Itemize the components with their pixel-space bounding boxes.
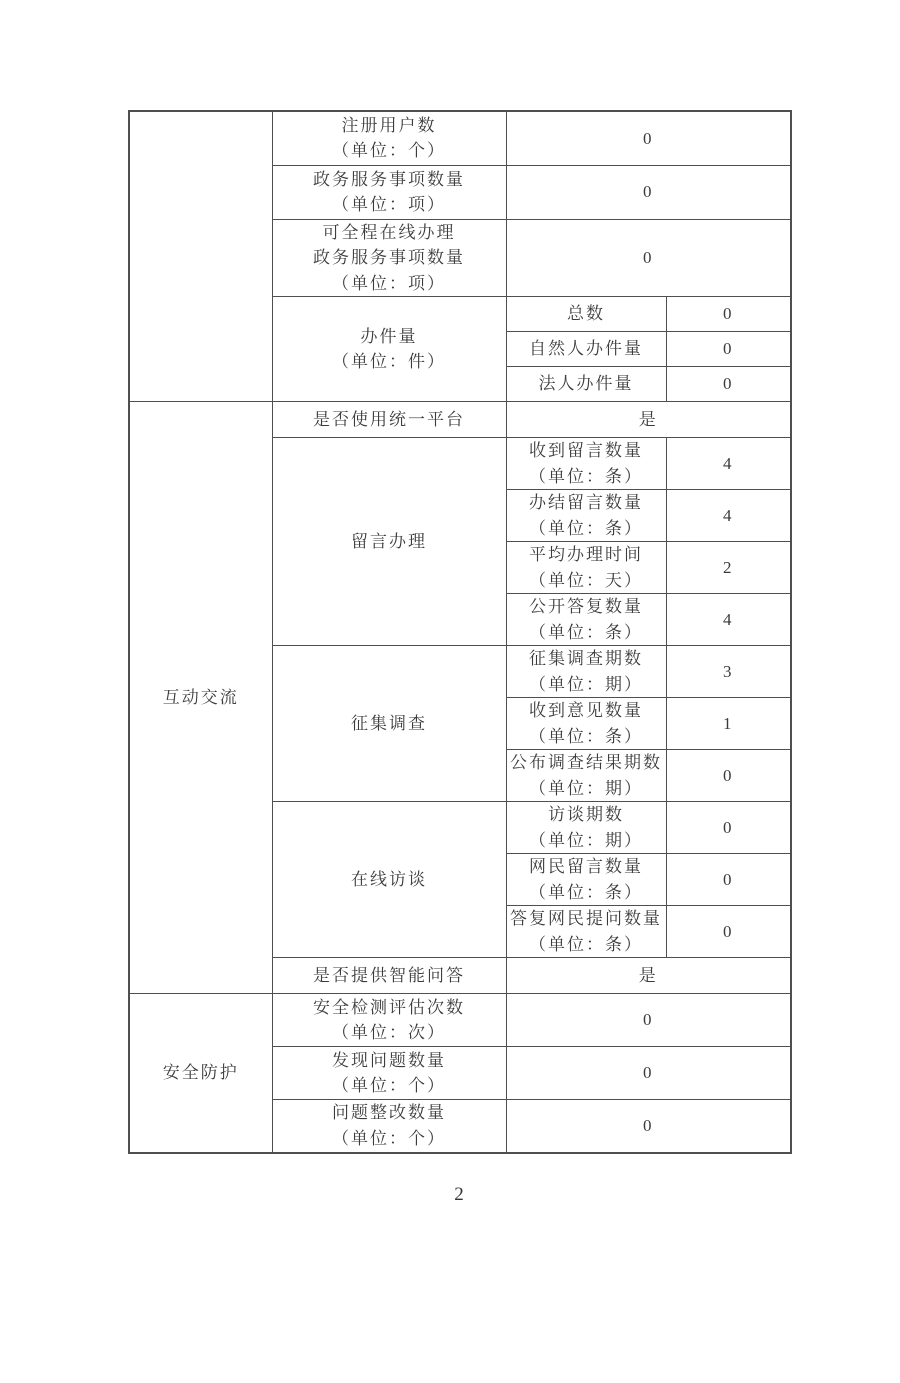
subitem-line: 答复网民提问数量 — [510, 909, 662, 928]
item-cell-registered-users — [272, 111, 506, 165]
subitem-cell — [506, 490, 666, 542]
subitem-unit-line: （单位：条） — [529, 518, 643, 538]
value-cell: 2 — [666, 542, 791, 594]
value-cell: 0 — [666, 906, 791, 958]
subitem-cell — [506, 750, 666, 802]
category-cell-security: 安全防护 — [129, 994, 272, 1153]
subitem-cell — [506, 698, 666, 750]
subitem-unit-line: （单位：条） — [529, 726, 643, 746]
value-cell: 0 — [666, 854, 791, 906]
item-unit-line: （单位：次） — [332, 1023, 446, 1042]
item-unit-line: （单位：件） — [332, 352, 446, 371]
category-cell-empty — [129, 111, 272, 402]
subitem-cell — [506, 646, 666, 698]
item-cell-service-items — [272, 165, 506, 219]
subitem-cell — [506, 906, 666, 958]
item-cell-message-handling: 留言办理 — [272, 438, 506, 646]
subitem-line: 平均办理时间 — [529, 545, 643, 564]
subitem-cell — [506, 542, 666, 594]
subitem-unit-line: （单位：天） — [529, 570, 643, 590]
value-cell: 0 — [666, 802, 791, 854]
item-line: 安全检测评估次数 — [313, 997, 465, 1017]
subitem-line: 收到留言数量 — [529, 441, 643, 460]
subitem-line: 收到意见数量 — [529, 701, 643, 720]
item-line: 可全程在线办理 — [322, 222, 456, 242]
subitem-cell — [506, 854, 666, 906]
value-cell: 0 — [666, 750, 791, 802]
item-unit-line: （单位：个） — [332, 1076, 446, 1095]
value-cell: 4 — [666, 438, 791, 490]
value-cell: 是 — [506, 402, 791, 438]
subitem-line: 公开答复数量 — [529, 597, 643, 616]
value-cell: 0 — [506, 219, 791, 297]
item-cell-security-assessment — [272, 994, 506, 1047]
subitem-unit-line: （单位：期） — [529, 674, 643, 694]
item-unit-line: （单位：项） — [332, 273, 446, 293]
item-cell-survey: 征集调查 — [272, 646, 506, 802]
value-cell: 0 — [666, 332, 791, 367]
item-line: 问题整改数量 — [332, 1103, 446, 1123]
item-line: 注册用户数 — [341, 115, 437, 135]
subitem-line: 征集调查期数 — [529, 649, 643, 668]
item-line: 发现问题数量 — [332, 1050, 446, 1070]
table-row — [129, 402, 791, 438]
subitem-cell: 总数 — [506, 297, 666, 332]
value-cell: 0 — [506, 165, 791, 219]
table-row — [129, 994, 791, 1047]
value-cell: 0 — [506, 1047, 791, 1100]
subitem-unit-line: （单位：条） — [529, 882, 643, 902]
report-table — [128, 110, 792, 1154]
subitem-unit-line: （单位：条） — [529, 622, 643, 642]
value-cell: 3 — [666, 646, 791, 698]
value-cell: 4 — [666, 490, 791, 542]
page-number: 2 — [454, 1183, 464, 1205]
item-cell-problems-found — [272, 1047, 506, 1100]
item-line: 政务服务事项数量 — [313, 169, 465, 189]
subitem-cell — [506, 594, 666, 646]
subitem-unit-line: （单位：期） — [529, 778, 643, 798]
item-cell-online-interview: 在线访谈 — [272, 802, 506, 958]
subitem-cell — [506, 802, 666, 854]
value-cell: 0 — [506, 111, 791, 165]
value-cell: 0 — [506, 994, 791, 1047]
subitem-cell: 自然人办件量 — [506, 332, 666, 367]
subitem-cell — [506, 438, 666, 490]
value-cell: 是 — [506, 958, 791, 994]
value-cell: 0 — [506, 1100, 791, 1153]
value-cell: 0 — [666, 297, 791, 332]
item-unit-line: （单位：个） — [332, 1128, 446, 1148]
subitem-unit-line: （单位：条） — [529, 934, 643, 954]
value-cell: 1 — [666, 698, 791, 750]
category-cell-interaction: 互动交流 — [129, 402, 272, 994]
item-line: 政务服务事项数量 — [313, 248, 465, 267]
table-row — [129, 111, 791, 165]
subitem-line: 公布调查结果期数 — [510, 753, 662, 772]
item-cell-smart-qa: 是否提供智能问答 — [272, 958, 506, 994]
item-cell-problems-fixed — [272, 1100, 506, 1153]
subitem-line: 网民留言数量 — [529, 857, 643, 876]
item-unit-line: （单位：个） — [332, 141, 446, 161]
subitem-cell: 法人办件量 — [506, 367, 666, 402]
subitem-unit-line: （单位：期） — [529, 830, 643, 850]
value-cell: 0 — [666, 367, 791, 402]
subitem-line: 办结留言数量 — [529, 493, 643, 512]
item-cell-unified-platform: 是否使用统一平台 — [272, 402, 506, 438]
item-unit-line: （单位：项） — [332, 195, 446, 214]
value-cell: 4 — [666, 594, 791, 646]
item-cell-online-service-items — [272, 219, 506, 297]
item-line: 办件量 — [360, 326, 418, 346]
subitem-unit-line: （单位：条） — [529, 466, 643, 486]
subitem-line: 访谈期数 — [548, 805, 624, 824]
item-cell-case-volume — [272, 297, 506, 402]
